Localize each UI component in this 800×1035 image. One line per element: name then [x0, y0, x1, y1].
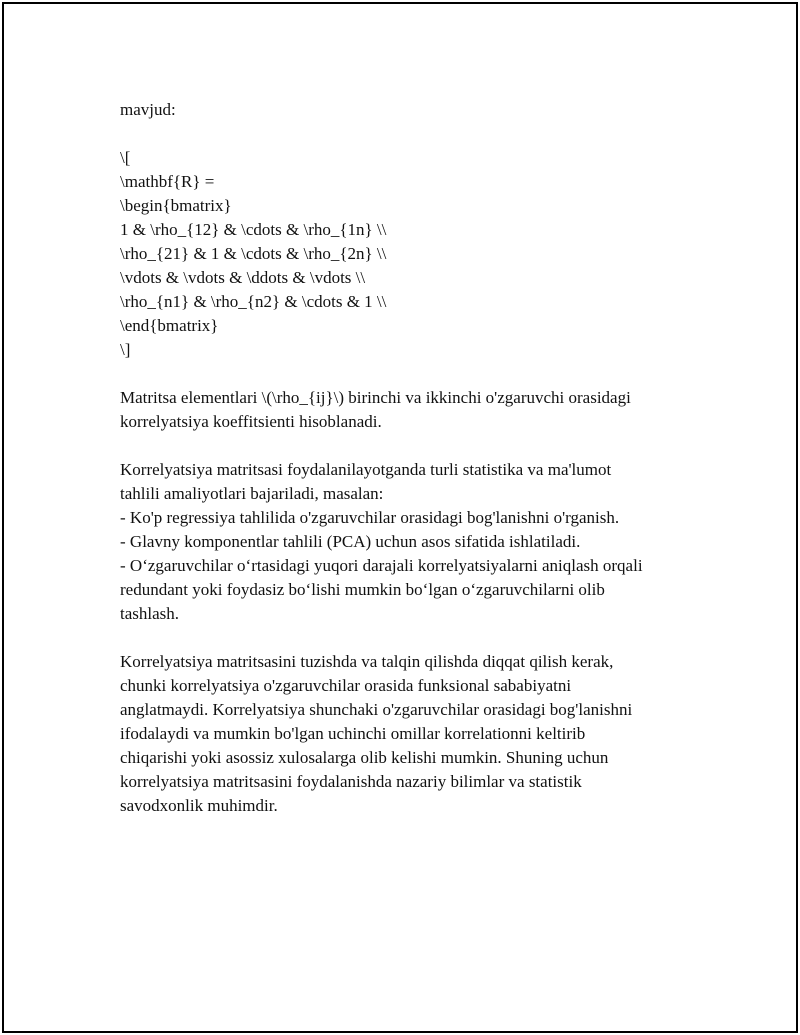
- paragraph-line: Korrelyatsiya matritsasini tuzishda va talqin qilishda diqqat qilish kerak,: [120, 652, 614, 671]
- spacer: [120, 122, 720, 146]
- intro-text: mavjud:: [120, 100, 176, 119]
- latex-line: \mathbf{R} =: [120, 172, 215, 191]
- list-item-continuation: redundant yoki foydasiz bo‘lishi mumkin bo‘lgan o‘zgaruvchilarni olib: [120, 580, 605, 599]
- paragraph-line: ifodalaydi va mumkin bo'lgan uchinchi omillar korrelationni keltirib: [120, 724, 586, 743]
- paragraph-caution: [120, 650, 720, 818]
- paragraph-line: korrelyatsiya matritsasini foydalanishda nazariy bilimlar va statistik: [120, 772, 582, 791]
- list-item: - Ko'p regressiya tahlilida o'zgaruvchilar orasidagi bog'lanishni o'rganish.: [120, 508, 620, 527]
- spacer: [120, 626, 720, 650]
- paragraph-line: Matritsa elementlari \(\rho_{ij}\) birinchi va ikkinchi o'zgaruvchi orasidagi: [120, 388, 631, 407]
- list-item: - Glavny komponentlar tahlili (PCA) uchun asos sifatida ishlatiladi.: [120, 532, 581, 551]
- document-page: [2, 2, 798, 1033]
- latex-line: \begin{bmatrix}: [120, 196, 232, 215]
- paragraph-line: anglatmaydi. Korrelyatsiya shunchaki o'zgaruvchilar orasidagi bog'lanishni: [120, 700, 633, 719]
- latex-line: \[: [120, 148, 131, 167]
- latex-block: [120, 146, 720, 362]
- paragraph-line: chunki korrelyatsiya o'zgaruvchilar orasida funksional sababiyatni: [120, 676, 572, 695]
- latex-line: \rho_{n1} & \rho_{n2} & \cdots & 1 \\: [120, 292, 387, 311]
- paragraph-line: chiqarishi yoki asossiz xulosalarga olib kelishi mumkin. Shuning uchun: [120, 748, 609, 767]
- paragraph-line: savodxonlik muhimdir.: [120, 796, 278, 815]
- paragraph-line: Korrelyatsiya matritsasi foydalanilayotganda turli statistika va ma'lumot: [120, 460, 612, 479]
- latex-line: 1 & \rho_{12} & \cdots & \rho_{1n} \\: [120, 220, 387, 239]
- paragraph-line: korrelyatsiya koeffitsienti hisoblanadi.: [120, 412, 382, 431]
- paragraph-line: tahlili amaliyotlari bajariladi, masalan:: [120, 484, 384, 503]
- spacer: [120, 362, 720, 386]
- list-item-continuation: tashlash.: [120, 604, 180, 623]
- latex-line: \]: [120, 340, 131, 359]
- latex-line: \vdots & \vdots & \ddots & \vdots \\: [120, 268, 366, 287]
- latex-line: \end{bmatrix}: [120, 316, 219, 335]
- document-body: [120, 98, 720, 818]
- paragraph-applications: [120, 458, 720, 626]
- latex-line: \rho_{21} & 1 & \cdots & \rho_{2n} \\: [120, 244, 387, 263]
- paragraph-matrix-elements: [120, 386, 720, 434]
- list-item: - O‘zgaruvchilar o‘rtasidagi yuqori darajali korrelyatsiyalarni aniqlash orqali: [120, 556, 643, 575]
- spacer: [120, 434, 720, 458]
